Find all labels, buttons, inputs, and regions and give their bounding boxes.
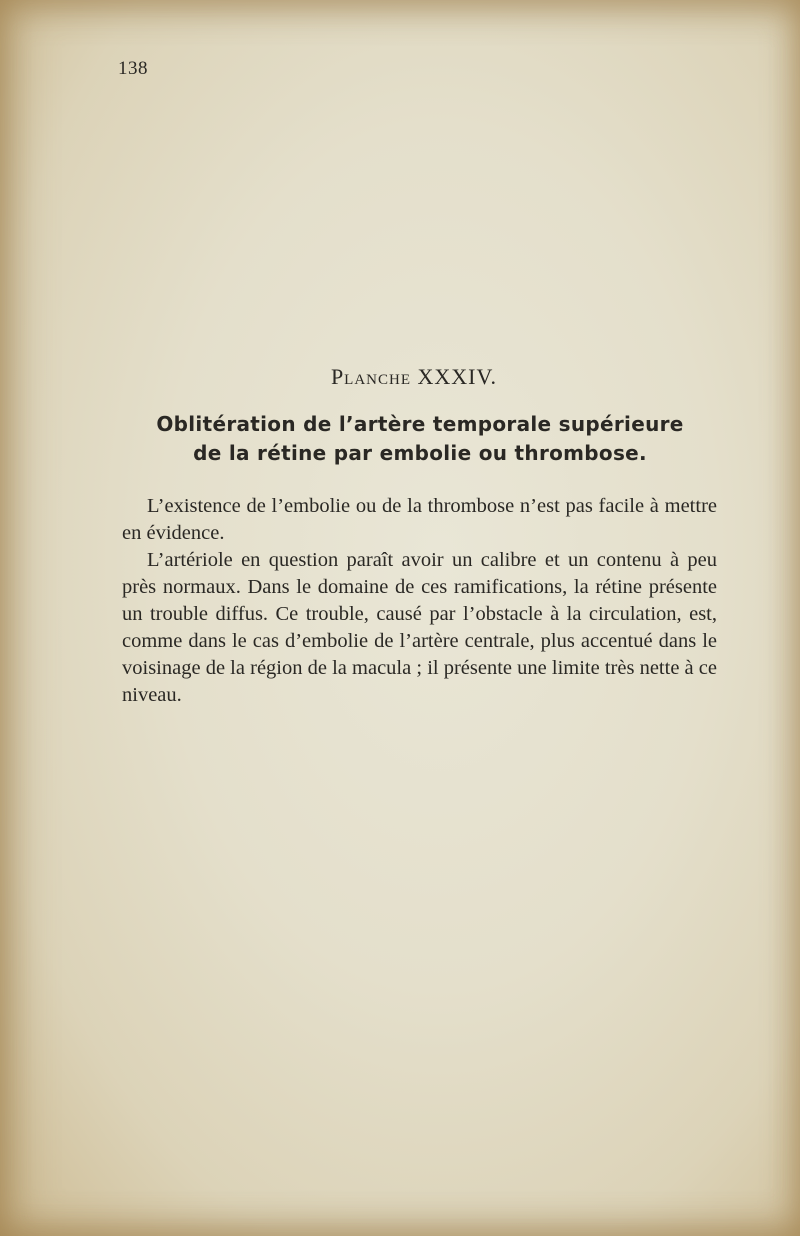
subtitle-line-1: Oblitération de l’artère temporale supérieure <box>156 412 684 436</box>
plate-subtitle <box>120 410 720 468</box>
subtitle-line-2: de la rétine par embolie ou thrombose. <box>193 441 647 465</box>
page-number: 138 <box>118 58 148 79</box>
body-text <box>122 493 717 709</box>
paragraph-2: L’artériole en question paraît avoir un calibre et un contenu à peu près normaux. Dans le domaine de ces ramifications, la rétine présente un trouble diffus. Ce trouble, causé par l’obstacle à la circulation, est, comme dans le cas d’embolie de l’artère centrale, plus accentué dans le voisinage de la région de la macula ; il présente une limite très nette à ce niveau. <box>122 549 717 706</box>
paragraph-1: L’existence de l’embolie ou de la thrombose n’est pas facile à mettre en évidence. <box>122 495 717 544</box>
plate-title: Planche XXXIV. <box>330 364 498 389</box>
